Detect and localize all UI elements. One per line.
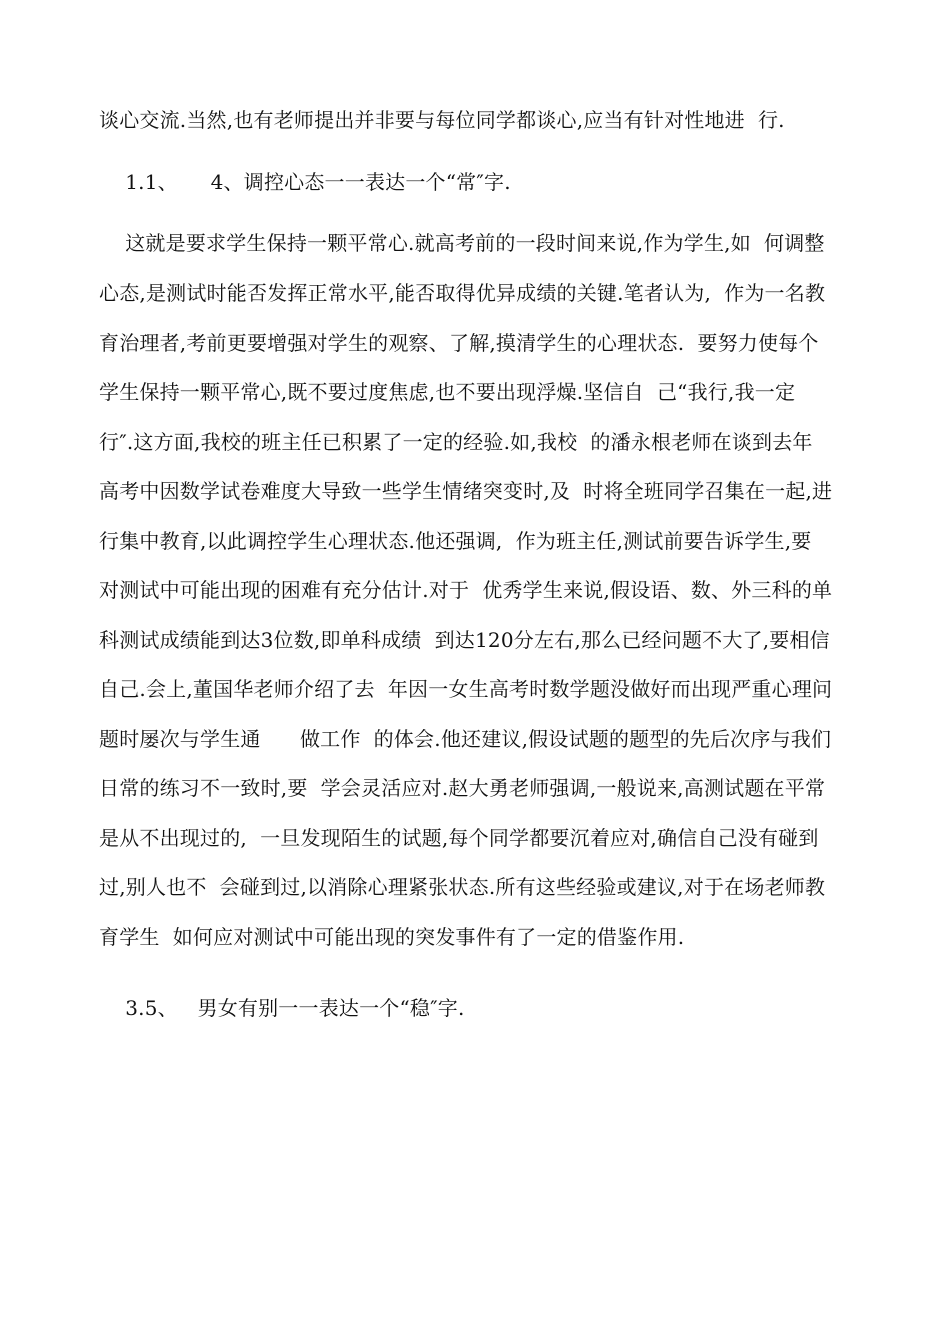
text-line: 是从不出现过的, 一旦发现陌生的试题,每个同学都要沉着应对,确信自己没有碰到 bbox=[99, 826, 819, 850]
text-line: 题时屡次与学生通 做工作 的体会.他还建议,假设试题的题型的先后次序与我们 bbox=[99, 727, 832, 751]
text-line: 这就是要求学生保持一颗平常心.就高考前的一段时间来说,作为学生,如 何调整 bbox=[99, 231, 825, 255]
text-line: 心态,是测试时能否发挥正常水平,能否取得优异成绩的关键.笔者认为, 作为一名教 bbox=[99, 281, 826, 305]
text-line: 高考中因数学试卷难度大导致一些学生情绪突变时,及 时将全班同学召集在一起,进 bbox=[99, 479, 833, 503]
text-line: 行″.这方面,我校的班主任已积累了一定的经验.如,我校 的潘永根老师在谈到去年 bbox=[99, 430, 813, 454]
text-line: 育治理者,考前更要增强对学生的观察、了解,摸清学生的心理状态. 要努力使每个 bbox=[99, 331, 819, 355]
text-line: 对测试中可能出现的困难有充分估计.对于 优秀学生来说,假设语、数、外三科的单 bbox=[99, 578, 833, 602]
text-line: 过,别人也不 会碰到过,以消除心理紧张状态.所有这些经验或建议,对于在场老师教 bbox=[99, 875, 826, 899]
text-line: 科测试成绩能到达3位数,即单科成绩 到达120分左右,那么已经问题不大了,要相信 bbox=[99, 628, 830, 652]
text-line: 自己.会上,董国华老师介绍了去 年因一女生高考时数学题没做好而出现严重心理问 bbox=[99, 677, 833, 701]
text-line: 学生保持一颗平常心,既不要过度焦虑,也不要出现浮燥.坚信自 己“我行,我一定 bbox=[99, 380, 796, 404]
section-heading: 3.5、 男女有别一一表达一个“稳″字. bbox=[99, 996, 465, 1020]
section-heading: 1.1、 4、调控心态一一表达一个“常″字. bbox=[99, 170, 511, 194]
text-line: 育学生 如何应对测试中可能出现的突发事件有了一定的借鉴作用. bbox=[99, 925, 685, 949]
text-line: 行集中教育,以此调控学生心理状态.他还强调, 作为班主任,测试前要告诉学生,要 bbox=[99, 529, 812, 553]
text-line: 日常的练习不一致时,要 学会灵活应对.赵大勇老师强调,一般说来,高测试题在平常 bbox=[99, 776, 826, 800]
text-line: 谈心交流.当然,也有老师提出并非要与每位同学都谈心,应当有针对性地进 行. bbox=[99, 108, 785, 132]
